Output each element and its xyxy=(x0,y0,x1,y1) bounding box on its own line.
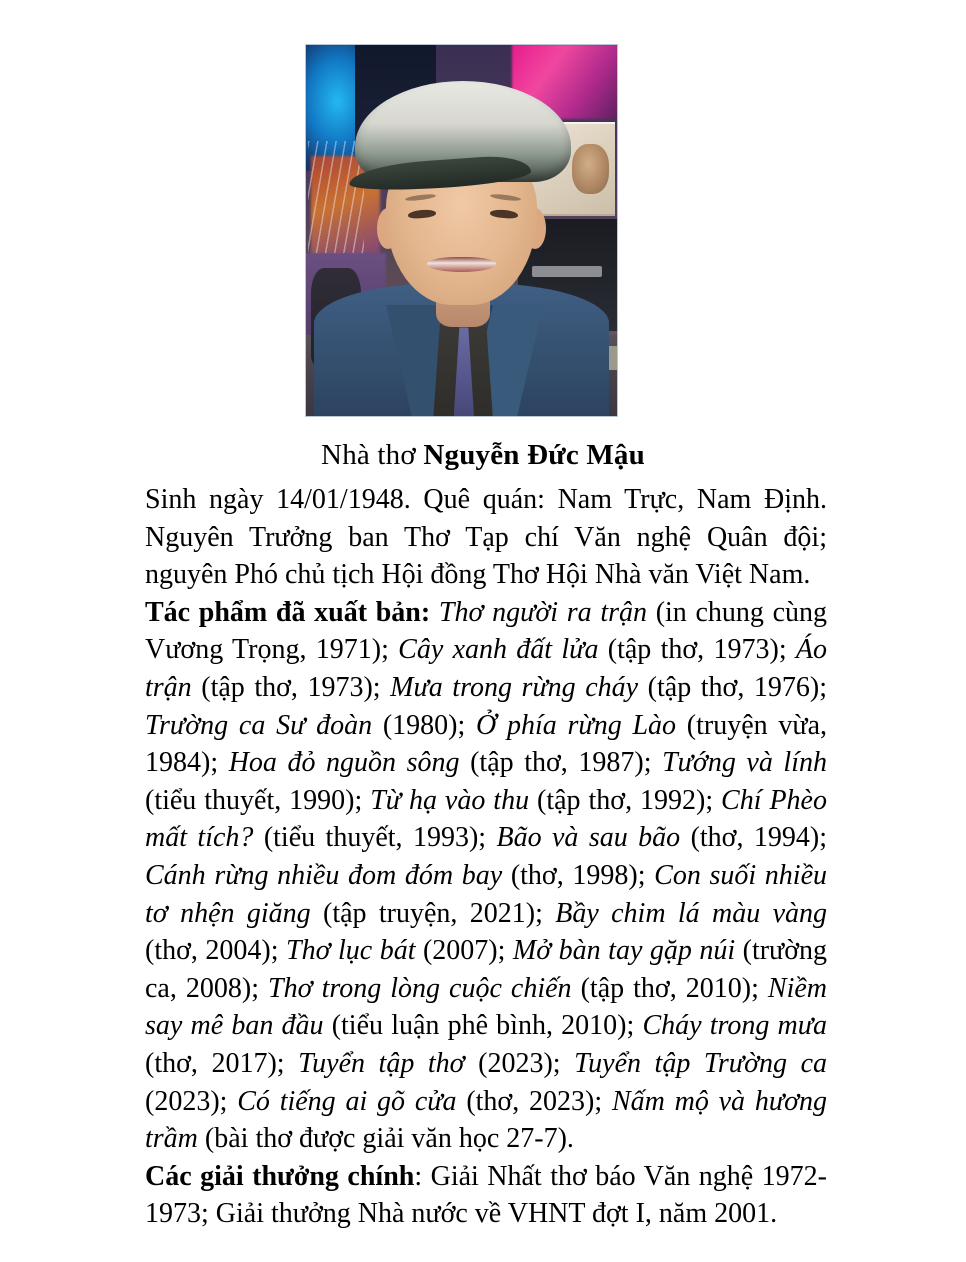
work-note: (truyện vừa, 1984); xyxy=(145,709,827,779)
work-title: Thơ lục bát xyxy=(286,935,416,967)
work-note: (1980); xyxy=(382,709,466,741)
work-note: (2007); xyxy=(422,935,506,967)
work-title: Trường ca Sư đoàn xyxy=(145,709,373,741)
work-title: Thơ trong lòng cuộc chiến xyxy=(268,972,572,1004)
awards-text: : Giải Nhất thơ báo Văn nghệ 1972-1973; Giải thưởng Nhà nước về VHNT đợt I, năm 2001. xyxy=(145,1160,828,1230)
photo-canvas xyxy=(305,44,618,417)
work-title: Hoa đỏ nguồn sông xyxy=(228,747,460,779)
work-note: (tập thơ, 1976); xyxy=(647,671,827,703)
work-title: Niềm say mê ban đầu xyxy=(145,972,828,1042)
work-note: (tập thơ, 2010); xyxy=(580,972,759,1004)
work-title: Cây xanh đất lửa xyxy=(398,634,599,666)
work-note: (tập thơ, 1992); xyxy=(537,784,714,816)
work-note: (tiểu thuyết, 1990); xyxy=(145,784,363,816)
work-note: (tập thơ, 1973); xyxy=(201,671,381,703)
work-note: (trường ca, 2008); xyxy=(145,935,828,1004)
works-list xyxy=(145,597,827,1154)
work-title: Chí Phèo mất tích? xyxy=(145,784,827,854)
portrait-photo xyxy=(305,44,618,417)
work-title: Bầy chim lá màu vàng xyxy=(555,897,828,929)
work-title: Tuyển tập thơ xyxy=(298,1047,465,1079)
photo-subject xyxy=(305,44,618,417)
poet-name: Nguyễn Đức Mậu xyxy=(423,439,645,471)
work-note: (thơ, 2004); xyxy=(145,935,279,967)
work-note: (in chung cùng Vương Trọng, 1971); xyxy=(145,596,828,666)
work-title: Từ hạ vào thu xyxy=(370,784,530,816)
work-note: (tiểu thuyết, 1993); xyxy=(263,822,487,854)
works-label: Tác phẩm đã xuất bản: xyxy=(145,596,431,628)
work-note: (tập thơ, 1973); xyxy=(607,634,787,666)
work-title: Mưa trong rừng cháy xyxy=(390,671,639,703)
work-title: Con suối nhiều tơ nhện giăng xyxy=(145,859,828,929)
paragraph-bio xyxy=(145,481,827,594)
awards-label: Các giải thưởng chính xyxy=(145,1160,415,1192)
work-title: Ở phía rừng Lào xyxy=(476,709,677,741)
work-title: Cánh rừng nhiều đom đóm bay xyxy=(145,859,503,891)
title-prefix: Nhà thơ xyxy=(321,439,424,471)
work-title: Nấm mộ và hương trầm xyxy=(145,1085,828,1155)
work-note: (thơ, 2023); xyxy=(466,1085,603,1117)
work-note: (2023); xyxy=(478,1047,561,1079)
work-note: (tiểu luận phê bình, 2010); xyxy=(331,1010,635,1042)
work-title: Tướng và lính xyxy=(662,747,827,779)
paragraph-works xyxy=(145,594,827,1158)
work-note: (2023); xyxy=(145,1085,228,1117)
work-title: Mở bàn tay gặp núi xyxy=(512,935,736,967)
work-note: (tập thơ, 1987); xyxy=(470,747,652,779)
work-note: (thơ, 1998); xyxy=(510,859,646,891)
work-title: Có tiếng ai gõ cửa xyxy=(237,1085,457,1117)
work-title: Thơ người ra trận xyxy=(438,596,648,628)
work-title: Bão và sau bão xyxy=(496,822,681,854)
bio-text: Sinh ngày 14/01/1948. Quê quán: Nam Trực, Nam Định. Nguyên Trưởng ban Thơ Tạp chí Văn nghệ Quân đội; nguyên Phó chủ tịch Hội đồng Thơ Hội Nhà văn Việt Nam. xyxy=(145,484,827,591)
page-title xyxy=(0,436,966,474)
work-title: Cháy trong mưa xyxy=(642,1010,828,1042)
work-note: (bài thơ được giải văn học 27-7). xyxy=(204,1123,574,1155)
work-note: (thơ, 1994); xyxy=(690,822,828,854)
work-note: (tập truyện, 2021); xyxy=(323,897,543,929)
work-title: Tuyển tập Trường ca xyxy=(574,1047,827,1079)
paragraph-awards xyxy=(145,1158,827,1233)
work-title: Áo trận xyxy=(145,634,828,703)
biography-body xyxy=(145,481,827,1233)
work-note: (thơ, 2017); xyxy=(145,1047,285,1079)
